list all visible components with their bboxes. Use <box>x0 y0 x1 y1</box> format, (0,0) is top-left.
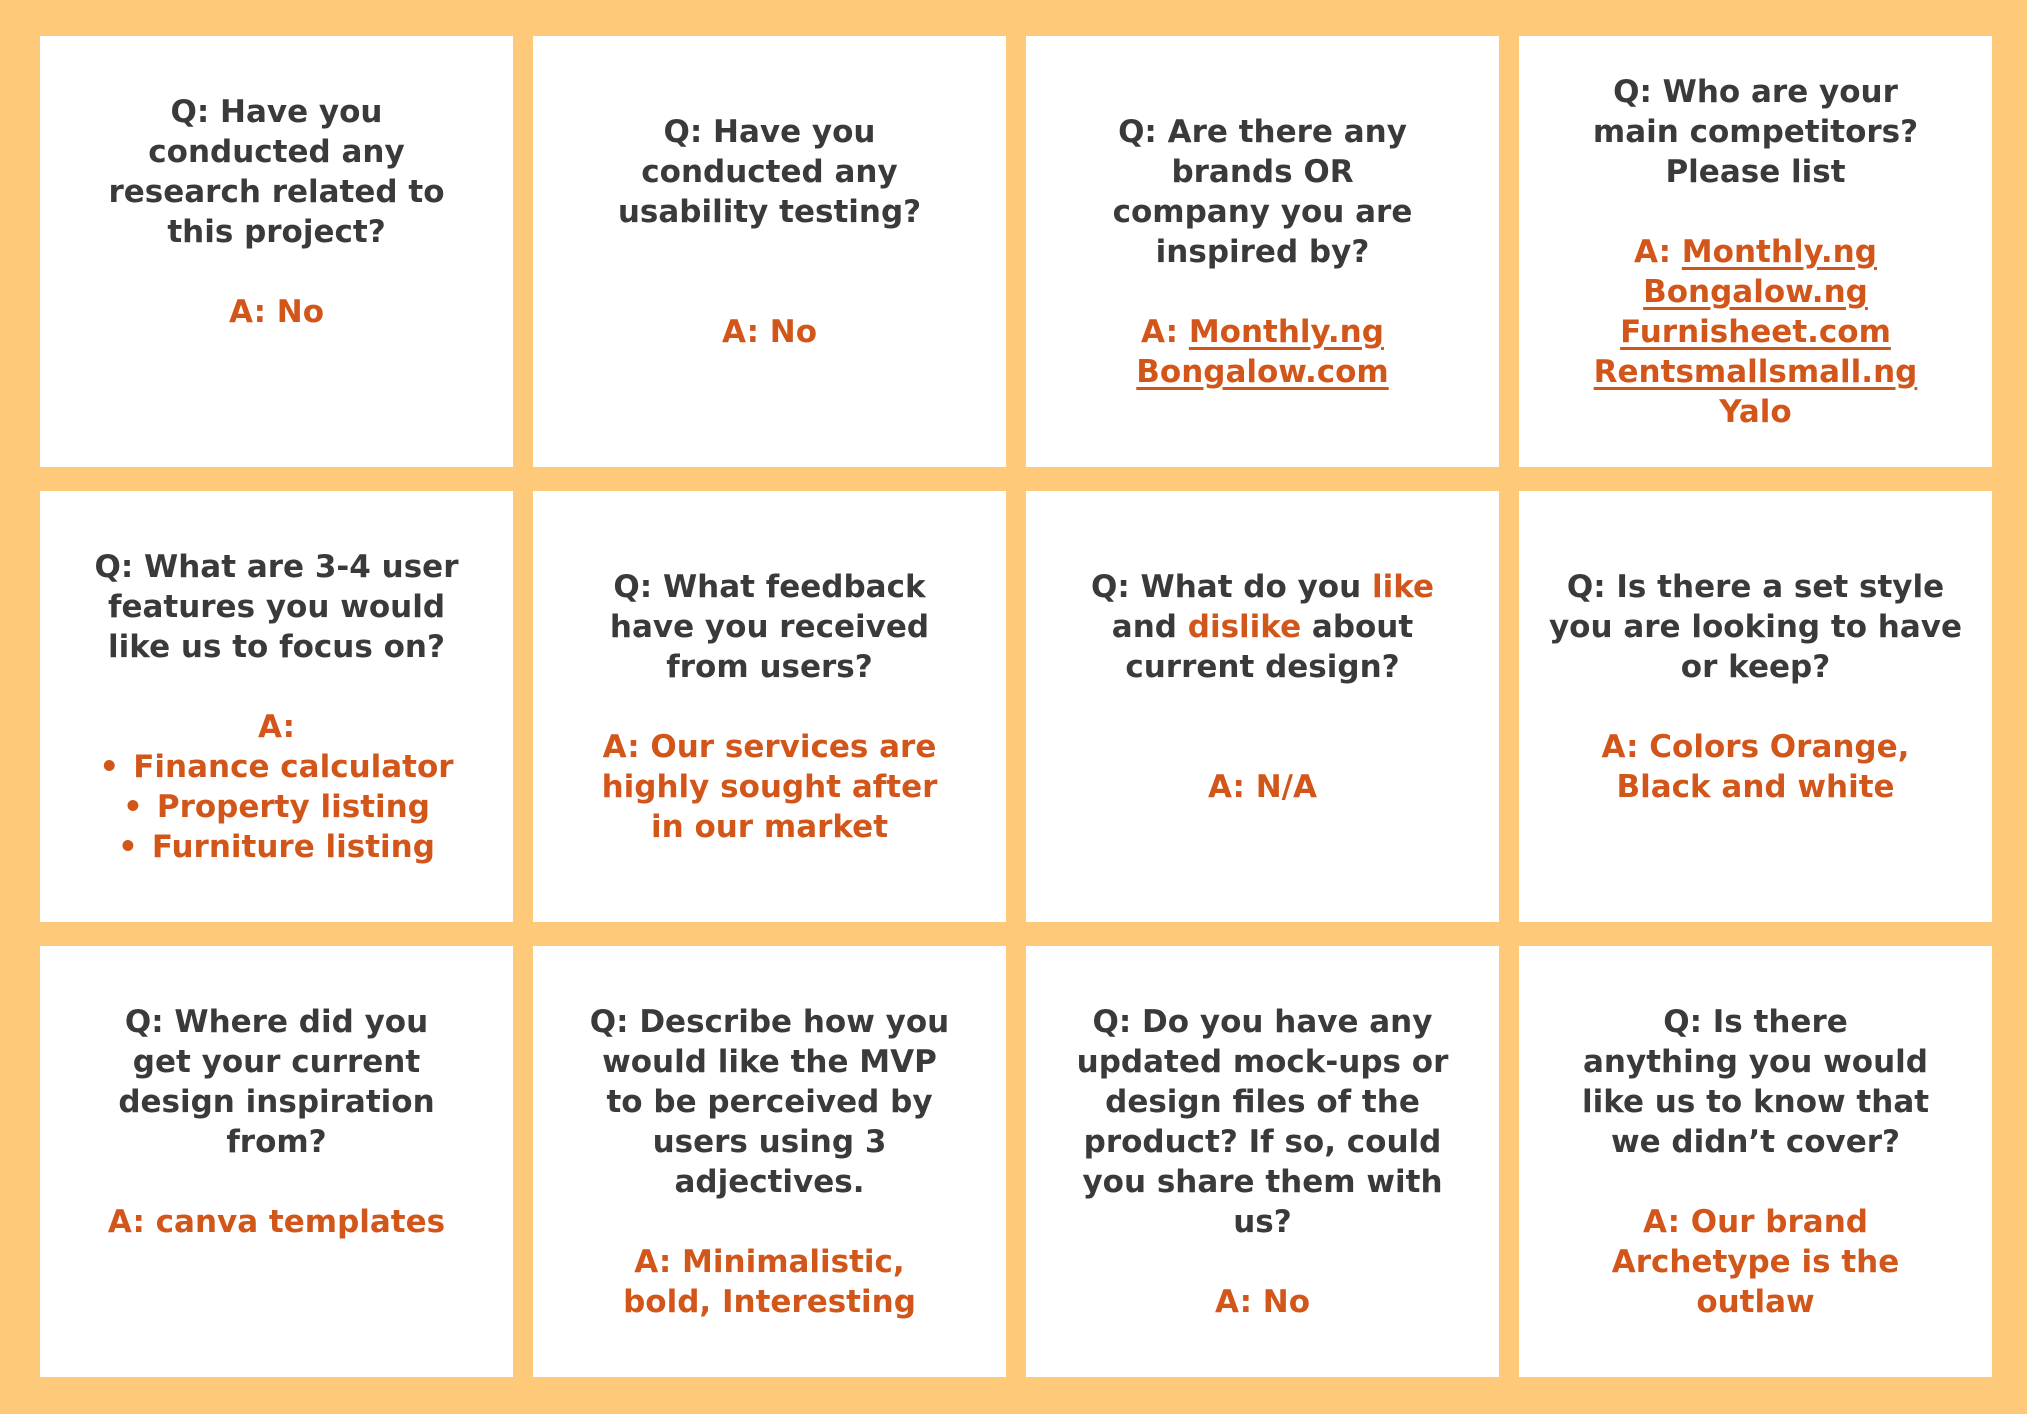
answer-text <box>1594 232 1918 432</box>
list-item: • Property listing <box>123 788 430 825</box>
question-text: Q: Who are your main competitors? Please list <box>1592 73 1919 190</box>
qa-card-mvp-adjectives <box>533 946 1006 1377</box>
link-monthly-ng[interactable]: Monthly.ng <box>1188 313 1384 350</box>
qa-card-grid <box>40 36 1991 1378</box>
qa-card-inspiration-brands <box>1026 36 1499 467</box>
answer-text: A: Minimalistic, bold, Interesting <box>623 1243 916 1320</box>
link-bongalow-ng[interactable]: Bongalow.ng <box>1643 273 1868 310</box>
question-text: Q: What are 3-4 user features you would like us to focus on? <box>94 548 459 665</box>
qa-card-like-dislike <box>1026 491 1499 922</box>
qa-card-usability <box>533 36 1006 467</box>
link-rentsmallsmall-ng[interactable]: Rentsmallsmall.ng <box>1593 353 1918 390</box>
answer-text: A: No <box>229 293 324 330</box>
question-text: Q: Describe how you would like the MVP to be perceived by users using 3 adjectives. <box>589 1003 950 1200</box>
bullet-icon: • <box>118 828 138 865</box>
question-text: Q: Are there any brands OR company you are inspired by? <box>1112 113 1413 270</box>
qa-card-feedback <box>533 491 1006 922</box>
question-text: Q: What do you like and dislike about current design? <box>1090 568 1435 685</box>
qa-card-design-inspiration <box>40 946 513 1377</box>
bullet-icon: • <box>99 748 120 785</box>
list-item: • Finance calculator <box>99 748 454 785</box>
qa-card-user-features <box>40 491 513 922</box>
qa-card-competitors <box>1519 36 1992 467</box>
question-text: Q: Have you conducted any research related to this project? <box>108 93 445 250</box>
link-furnisheet-com[interactable]: Furnisheet.com <box>1620 313 1891 350</box>
qa-card-mockups <box>1026 946 1499 1377</box>
answer-text: A: N/A <box>1207 768 1317 805</box>
highlight-dislike: dislike <box>1187 608 1302 645</box>
answer-text: A: Our brand Archetype is the outlaw <box>1611 1203 1900 1320</box>
question-text: Q: Is there a set style you are looking to have or keep? <box>1548 568 1963 685</box>
competitor-yalo: Yalo <box>1719 393 1792 430</box>
answer-prefix: A: <box>258 708 295 745</box>
answer-text: A: canva templates <box>107 1203 446 1240</box>
bullet-icon: • <box>123 788 143 825</box>
question-text: Q: Is there anything you would like us to know that we didn’t cover? <box>1581 1003 1930 1160</box>
question-text: Q: Do you have any updated mock-ups or design files of the product? If so, could you share them with us? <box>1076 1003 1449 1240</box>
qa-card-research <box>40 36 513 467</box>
answer-text <box>1136 312 1388 392</box>
answer-text: A: Our services are highly sought after in our market <box>601 728 938 845</box>
answer-text: A: No <box>722 313 817 350</box>
answer-text: A: Colors Orange, Black and white <box>1601 728 1910 805</box>
feature-list <box>99 747 453 867</box>
answer-prefix: A: <box>1141 313 1179 350</box>
answer-prefix: A: <box>1634 233 1671 270</box>
highlight-like: like <box>1371 568 1435 605</box>
list-item: • Furniture listing <box>118 828 435 865</box>
link-bongalow-com[interactable]: Bongalow.com <box>1136 353 1389 390</box>
answer-text: A: No <box>1215 1283 1310 1320</box>
qa-card-anything-else <box>1519 946 1992 1377</box>
link-monthly-ng[interactable]: Monthly.ng <box>1681 233 1877 270</box>
question-text: Q: Have you conducted any usability testing? <box>617 113 922 230</box>
question-text: Q: What feedback have you received from users? <box>609 568 930 685</box>
question-text: Q: Where did you get your current design inspiration from? <box>118 1003 435 1160</box>
qa-card-style <box>1519 491 1992 922</box>
